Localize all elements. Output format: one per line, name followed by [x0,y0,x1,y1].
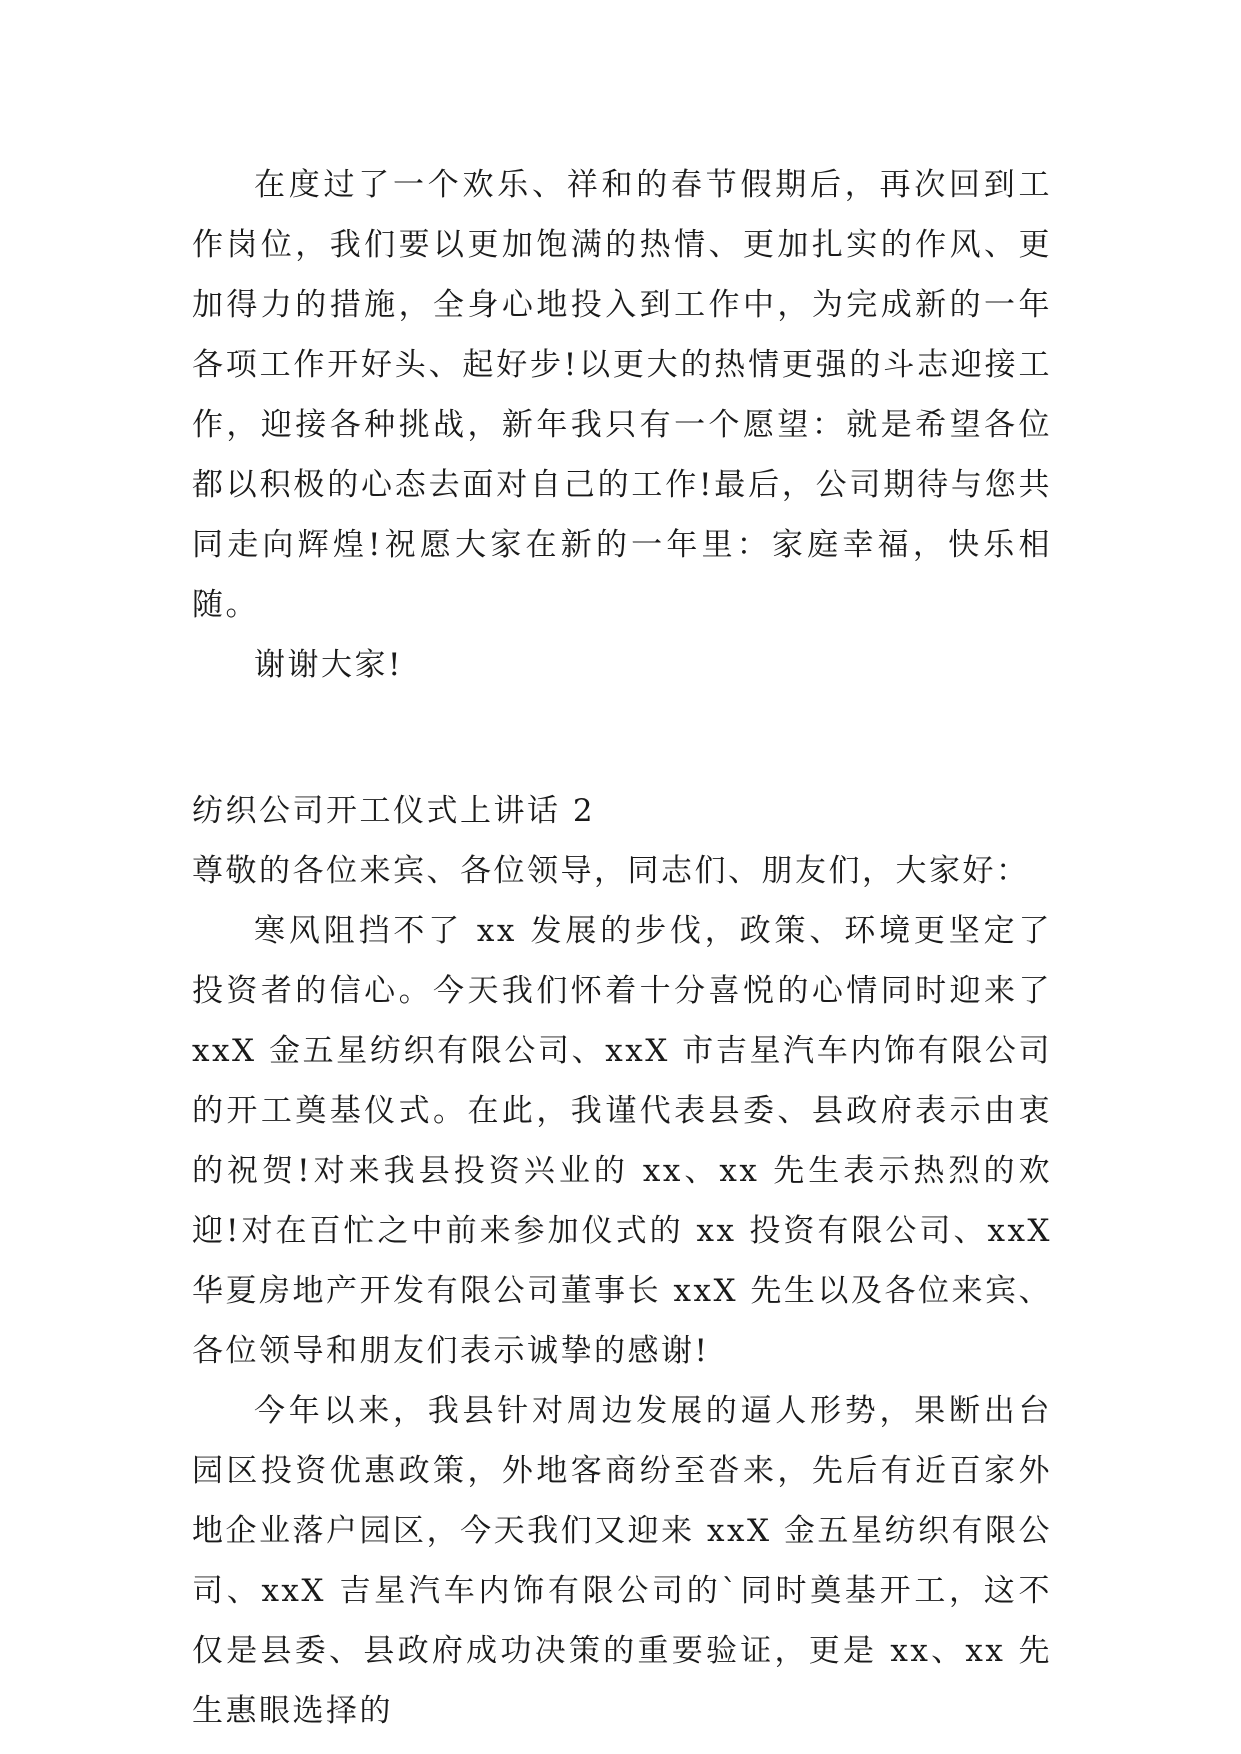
thanks-line: 谢谢大家! [254,647,403,683]
section-gap [192,695,1052,781]
document-body [192,155,1052,1741]
section-title: 纺织公司开工仪式上讲话 2 [192,793,596,829]
body-paragraph-2: 今年以来，我县针对周边发展的逼人形势，果断出台园区投资优惠政策，外地客商纷至沓来，先后有近百家外地企业落户园区，今天我们又迎来 xxX 金五星纺织有限公司、xxX 吉星汽车内饰有限公司的`同时奠基开工，这不仅是县委、县政府成功决策的重要验证，更是 xx、xx 先生惠眼选择的 [192,1393,1052,1729]
closing-paragraph: 在度过了一个欢乐、祥和的春节假期后，再次回到工作岗位，我们要以更加饱满的热情、更加扎实的作风、更加得力的措施，全身心地投入到工作中，为完成新的一年各项工作开好头、起好步!以更大的热情更强的斗志迎接工作，迎接各种挑战，新年我只有一个愿望：就是希望各位都以积极的心态去面对自己的工作!最后，公司期待与您共同走向辉煌!祝愿大家在新的一年里：家庭幸福，快乐相随。 [192,167,1052,623]
body-paragraph-1: 寒风阻挡不了 xx 发展的步伐，政策、环境更坚定了投资者的信心。今天我们怀着十分喜悦的心情同时迎来了 xxX 金五星纺织有限公司、xxX 市吉星汽车内饰有限公司的开工奠基仪式。在此，我谨代表县委、县政府表示由衷的祝贺!对来我县投资兴业的 xx、xx 先生表示热烈的欢迎!对在百忙之中前来参加仪式的 xx 投资有限公司、xxX 华夏房地产开发有限公司董事长 xxX 先生以及各位来宾、各位领导和朋友们表示诚挚的感谢! [192,913,1052,1369]
salutation-line: 尊敬的各位来宾、各位领导，同志们、朋友们，大家好： [192,853,1030,889]
